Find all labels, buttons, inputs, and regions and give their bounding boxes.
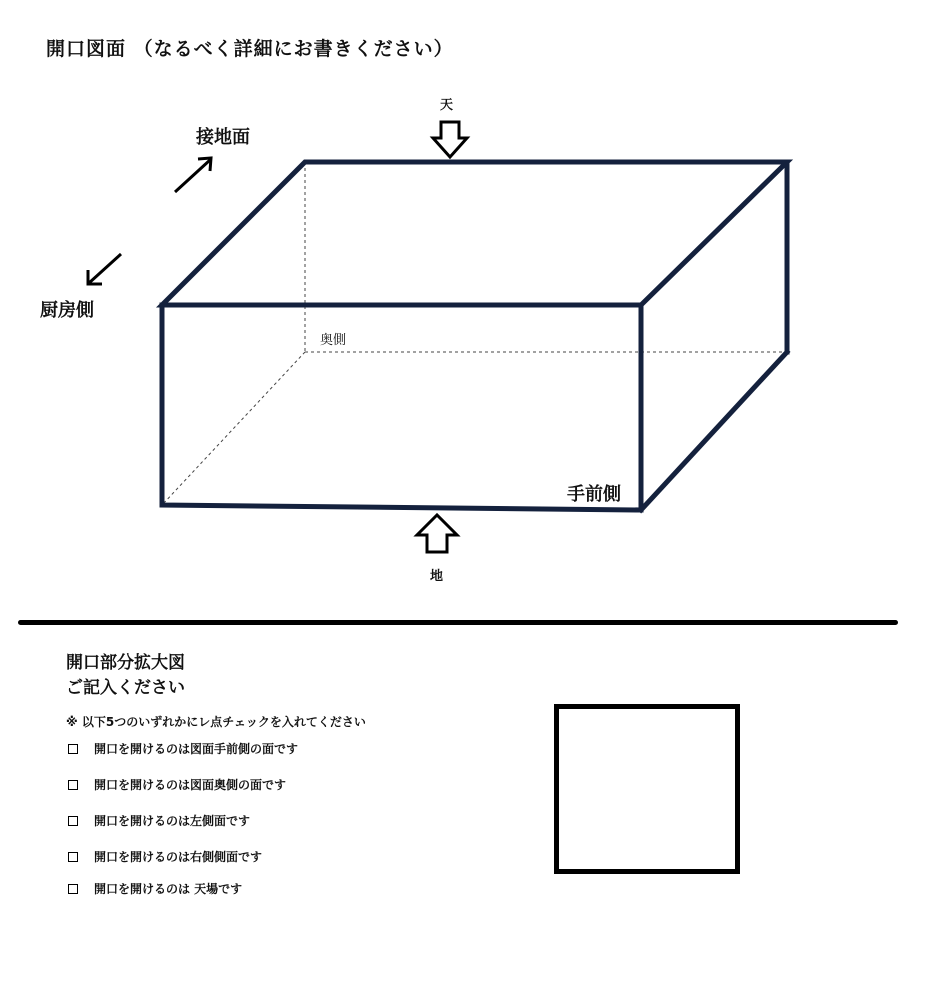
enlarge-drawing-area[interactable] — [554, 704, 740, 874]
option-back-face[interactable] — [68, 776, 286, 793]
option-front-face[interactable] — [68, 740, 298, 757]
enlarge-title: 開口部分拡大図 — [66, 653, 185, 673]
enlarge-subtitle: ご記入ください — [66, 678, 185, 698]
option-label: 開口を開けるのは図面奥側の面です — [94, 778, 287, 792]
option-label: 開口を開けるのは 天場です — [94, 882, 243, 896]
arrow-up-right-icon — [175, 158, 211, 192]
option-label: 開口を開けるのは右側側面です — [94, 850, 263, 864]
option-label: 開口を開けるのは図面手前側の面です — [94, 742, 299, 756]
arrow-up-icon — [417, 515, 457, 552]
label-bottom: 地 — [430, 569, 444, 584]
arrow-down-left-icon — [88, 254, 121, 284]
checkbox[interactable] — [68, 884, 78, 894]
checkbox[interactable] — [68, 744, 78, 754]
checkbox[interactable] — [68, 852, 78, 862]
label-kitchen-side: 厨房側 — [40, 300, 94, 321]
option-right-side[interactable] — [68, 848, 262, 865]
checkbox[interactable] — [68, 816, 78, 826]
option-left-side[interactable] — [68, 812, 250, 829]
box-top-face — [162, 162, 787, 305]
hidden-edge-bottom-left-diagonal — [162, 352, 305, 505]
option-top-face[interactable] — [68, 880, 242, 897]
label-top: 天 — [440, 98, 454, 113]
instruction-note: ※ 以下5つのいずれかにレ点チェックを入れてください — [66, 715, 366, 729]
checkbox[interactable] — [68, 780, 78, 790]
label-ground-side: 接地面 — [196, 127, 250, 148]
page-title: 開口図面 （なるべく詳細にお書きください） — [46, 38, 454, 60]
option-label: 開口を開けるのは左側面です — [94, 814, 251, 828]
label-front: 手前側 — [567, 484, 621, 505]
label-back: 奥側 — [320, 333, 347, 348]
arrow-down-icon — [433, 122, 467, 157]
box-right-bottom-edge — [641, 352, 787, 510]
section-divider — [18, 620, 898, 625]
